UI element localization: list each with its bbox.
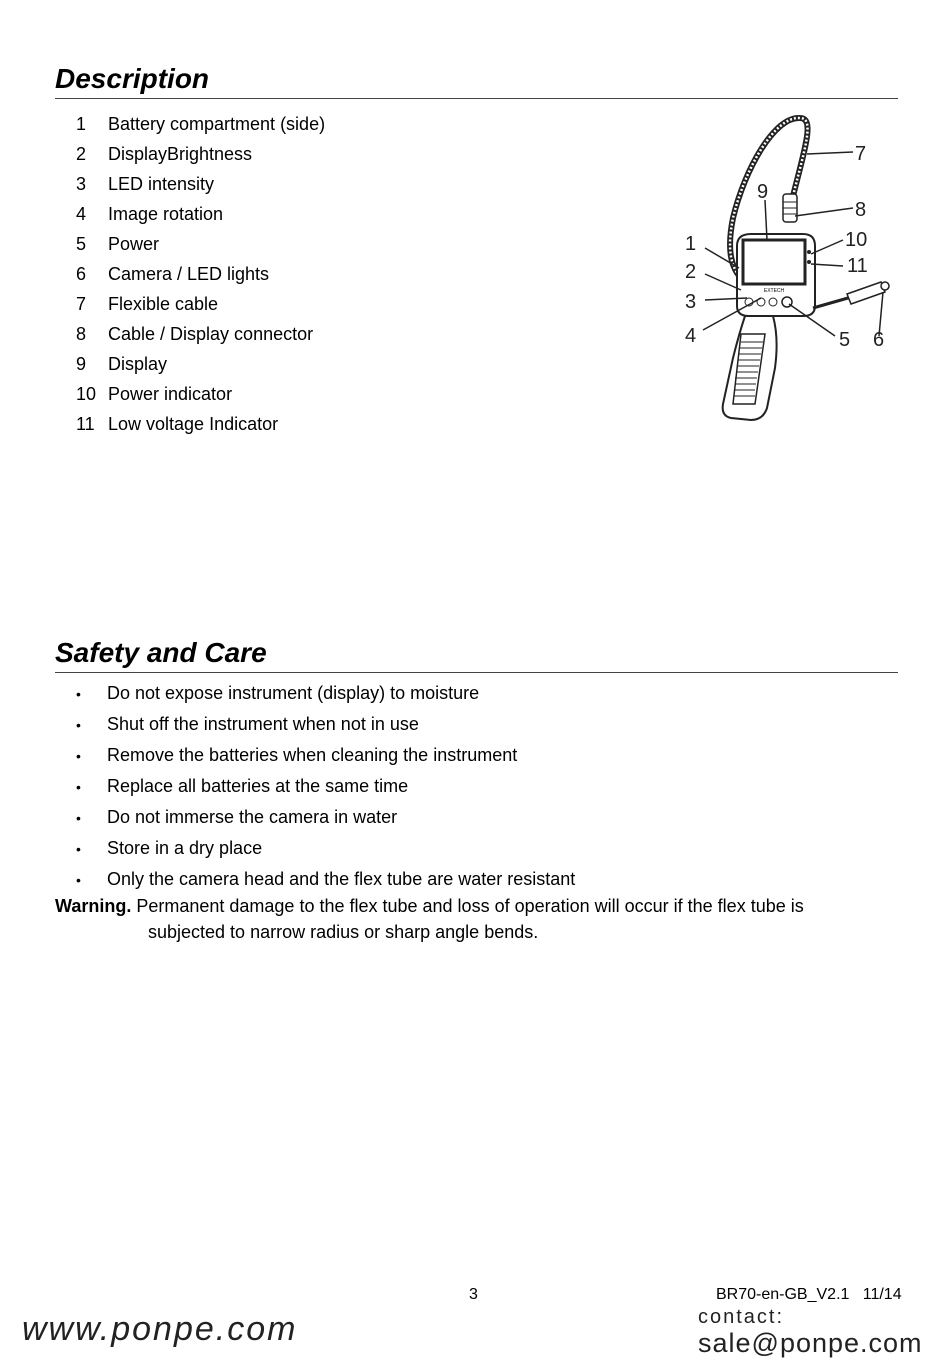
item-label: Display	[108, 354, 168, 374]
callout-10: 10	[845, 229, 868, 251]
list-item	[76, 259, 325, 289]
bullet-icon: •	[76, 779, 81, 795]
page-number: 3	[469, 1286, 478, 1303]
rotate-button	[769, 298, 777, 306]
callout-6: 6	[873, 329, 885, 351]
callout-9: 9	[757, 181, 769, 203]
description-heading: Description	[55, 62, 898, 99]
bullet-icon: •	[76, 872, 81, 888]
item-text: Store in a dry place	[107, 838, 263, 858]
warning-paragraph	[55, 893, 885, 945]
warning-text: Permanent damage to the flex tube and loss of operation will occur if the flex tube is	[136, 896, 804, 916]
item-number: 8	[76, 324, 87, 344]
list-item	[76, 833, 575, 864]
list-item	[76, 678, 575, 709]
item-label: Power	[108, 234, 160, 254]
warning-label: Warning.	[55, 896, 132, 916]
item-label: Low voltage Indicator	[108, 414, 279, 434]
bullet-icon: •	[76, 748, 81, 764]
list-item	[76, 109, 325, 139]
bullet-icon: •	[76, 810, 81, 826]
bullet-icon: •	[76, 686, 81, 702]
brand-label: EXTECH	[763, 288, 785, 294]
safety-list	[76, 678, 575, 895]
camera-head	[847, 282, 885, 304]
callout-3: 3	[685, 291, 697, 313]
list-item	[76, 740, 575, 771]
item-number: 4	[76, 204, 87, 224]
item-text: Shut off the instrument when not in use	[107, 714, 419, 734]
contact-label: contact:	[698, 1306, 785, 1328]
list-item	[76, 379, 325, 409]
bullet-icon: •	[76, 841, 81, 857]
item-text: Remove the batteries when cleaning the instrument	[107, 745, 518, 765]
item-text: Replace all batteries at the same time	[107, 776, 409, 796]
list-item	[76, 709, 575, 740]
item-number: 7	[76, 294, 87, 314]
list-item	[76, 199, 325, 229]
document-code: BR70-en-GB_V2.1 11/14	[716, 1286, 902, 1303]
bullet-icon: •	[76, 717, 81, 733]
low-voltage-indicator	[807, 260, 811, 264]
list-item	[76, 349, 325, 379]
item-label: Battery compartment (side)	[108, 114, 326, 134]
item-text: Do not expose instrument (display) to moisture	[107, 683, 480, 703]
list-item	[76, 864, 575, 895]
item-number: 10	[76, 384, 97, 404]
power-indicator	[807, 250, 811, 254]
list-item	[76, 289, 325, 319]
callout-1: 1	[685, 233, 697, 255]
item-label: Cable / Display connector	[108, 324, 314, 344]
description-list	[76, 109, 325, 439]
item-label: Power indicator	[108, 384, 233, 404]
callout-4: 4	[685, 325, 697, 347]
item-text: Only the camera head and the flex tube are water resistant	[107, 869, 576, 889]
borescope-diagram	[675, 108, 900, 428]
item-text: Do not immerse the camera in water	[107, 807, 398, 827]
website-link[interactable]: www.ponpe.com	[22, 1310, 298, 1348]
item-label: Camera / LED lights	[108, 264, 270, 284]
callout-7: 7	[855, 143, 867, 165]
callout-11: 11	[847, 255, 868, 277]
item-label: LED intensity	[108, 174, 215, 194]
item-number: 6	[76, 264, 87, 284]
item-label: Flexible cable	[108, 294, 219, 314]
callout-2: 2	[685, 261, 697, 283]
item-number: 5	[76, 234, 87, 254]
warning-continuation: subjected to narrow radius or sharp angle bends.	[148, 922, 539, 942]
list-item	[76, 169, 325, 199]
list-item	[76, 802, 575, 833]
item-number: 2	[76, 144, 87, 164]
item-label: DisplayBrightness	[108, 144, 253, 164]
contact-email[interactable]: sale@ponpe.com	[698, 1328, 923, 1358]
safety-heading: Safety and Care	[55, 636, 898, 673]
item-number: 3	[76, 174, 87, 194]
item-number: 11	[76, 414, 95, 434]
callout-5: 5	[839, 329, 851, 351]
list-item	[76, 139, 325, 169]
item-number: 9	[76, 354, 87, 374]
list-item	[76, 771, 575, 802]
item-number: 1	[76, 114, 87, 134]
display-screen	[743, 240, 805, 284]
item-label: Image rotation	[108, 204, 224, 224]
list-item	[76, 409, 325, 439]
list-item	[76, 229, 325, 259]
list-item	[76, 319, 325, 349]
callout-8: 8	[855, 199, 867, 221]
